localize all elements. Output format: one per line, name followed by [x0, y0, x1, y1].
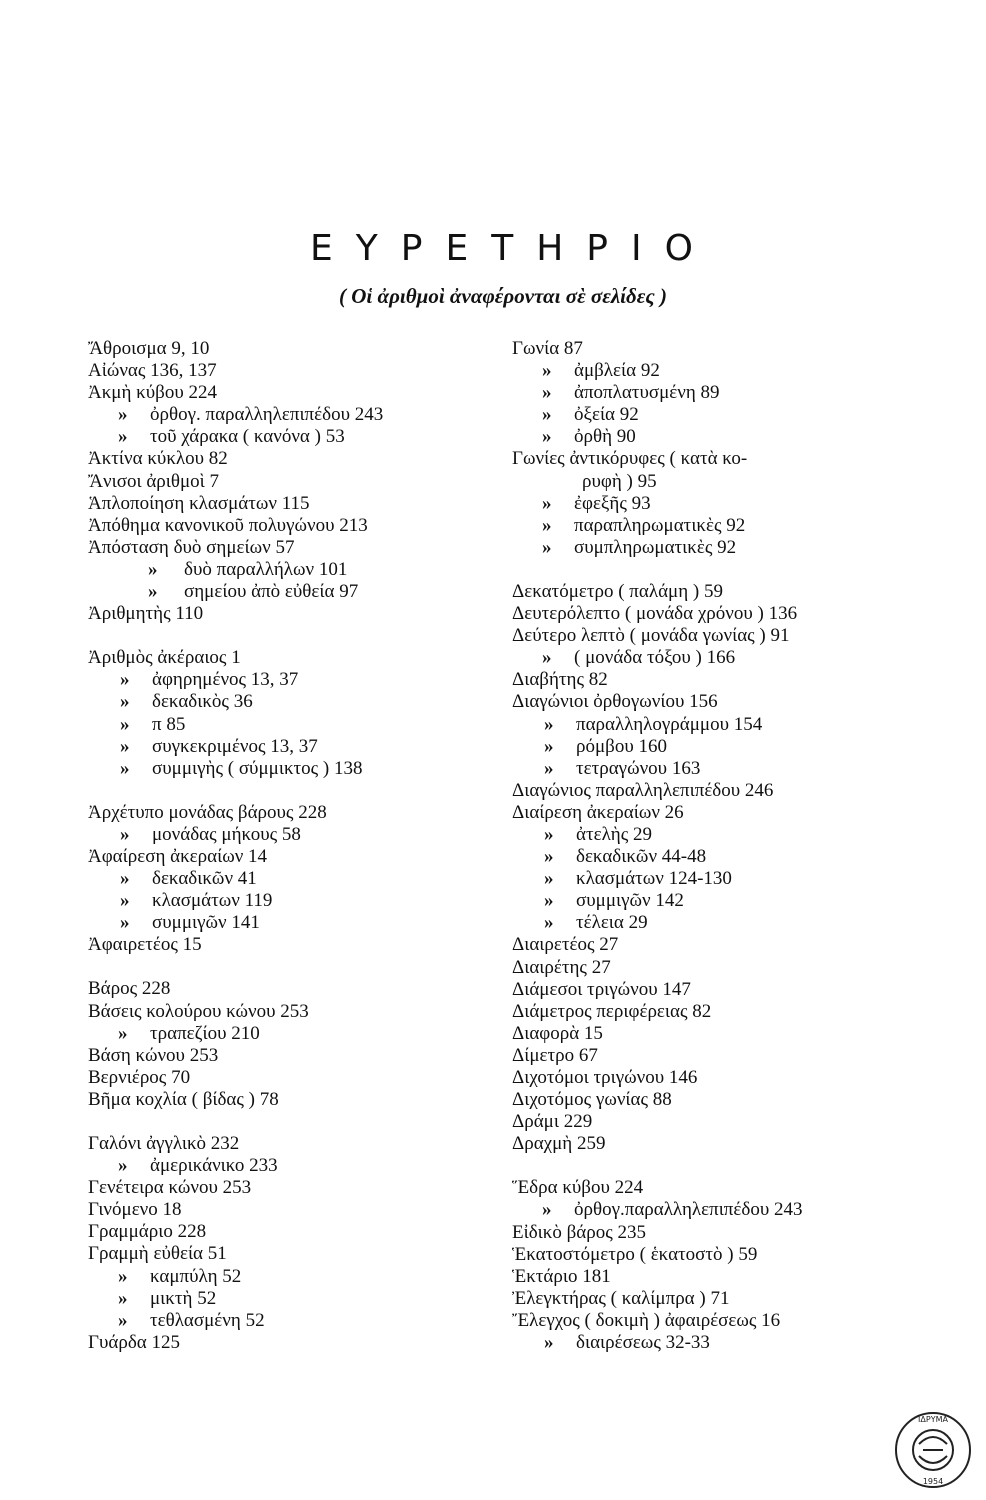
index-entry — [88, 515, 518, 537]
index-entry-text: Διαβήτης 82 — [512, 669, 608, 691]
index-entry-text: σημείου ἀπὸ εὐθεία 97 — [184, 581, 359, 603]
index-entry — [88, 1045, 518, 1067]
index-entry — [88, 382, 518, 404]
index-entry-text: ρόμβου 160 — [576, 735, 667, 757]
index-entry-text: Ἀκτίνα κύκλου 82 — [88, 448, 228, 470]
index-entry-text: Διάμετρος περιφέρειας 82 — [512, 1000, 712, 1022]
ditto-mark: » — [118, 404, 128, 426]
ditto-mark: » — [544, 757, 554, 779]
index-entry — [88, 338, 518, 360]
ditto-mark: » — [118, 1155, 128, 1177]
ditto-mark: » — [544, 868, 554, 890]
ditto-mark: » — [542, 426, 552, 448]
index-entry — [512, 382, 912, 404]
index-entry-text: ἀφηρημένος 13, 37 — [152, 669, 299, 691]
index-entry-text: Ἄνισοι ἀριθμοὶ 7 — [88, 470, 220, 492]
index-entry — [512, 912, 912, 934]
index-entry-text: Ἀριθμὸς ἀκέραιος 1 — [88, 647, 241, 669]
index-entry — [512, 603, 912, 625]
index-entry — [88, 1310, 518, 1332]
index-entry-text: ὀρθογ. παραλληλεπιπέδου 243 — [150, 404, 384, 426]
index-entry — [88, 1266, 518, 1288]
index-entry — [88, 404, 518, 426]
index-entry-text: Βερνιέρος 70 — [88, 1066, 191, 1088]
index-entry-text: Ἀριθμητὴς 110 — [88, 603, 204, 625]
index-entry — [88, 912, 518, 934]
index-entry — [512, 1244, 912, 1266]
index-entry — [88, 537, 518, 559]
ditto-mark: » — [542, 360, 552, 382]
ditto-mark: » — [120, 757, 130, 779]
index-entry — [512, 1067, 912, 1089]
index-entry — [88, 1023, 518, 1045]
index-entry — [512, 1222, 912, 1244]
index-entry — [512, 1266, 912, 1288]
index-entry — [512, 758, 912, 780]
ditto-mark: » — [120, 669, 130, 691]
ditto-mark: » — [118, 1022, 128, 1044]
index-entry-text: Διαγώνιοι ὀρθογωνίου 156 — [512, 691, 718, 713]
index-entry — [88, 714, 518, 736]
index-column-right — [512, 338, 912, 1354]
index-entry-text: τέλεια 29 — [576, 912, 648, 934]
ditto-mark: » — [544, 912, 554, 934]
index-entry — [88, 1001, 518, 1023]
index-entry — [512, 934, 912, 956]
index-entry-text: τραπεζίου 210 — [150, 1022, 260, 1044]
ditto-mark: » — [542, 536, 552, 558]
page-subtitle: ( Οἱ ἀριθμοὶ ἀναφέρονται σὲ σελίδες ) — [339, 284, 667, 308]
ditto-mark: » — [542, 1199, 552, 1221]
index-entry-text: Δραχμὴ 259 — [512, 1133, 606, 1155]
index-entry — [512, 493, 912, 515]
svg-text:1954: 1954 — [922, 1477, 944, 1486]
index-entry-text: ὀξεία 92 — [574, 404, 639, 426]
index-entry-text: μικτὴ 52 — [150, 1287, 217, 1309]
index-entry-text: Αἰώνας 136, 137 — [88, 360, 217, 382]
index-entry-text: ἀμβλεία 92 — [574, 360, 660, 382]
ditto-mark: » — [118, 1309, 128, 1331]
index-entry-text: τοῦ χάρακα ( κανόνα ) 53 — [150, 426, 345, 448]
index-entry-text: Βῆμα κοχλία ( βίδας ) 78 — [88, 1088, 279, 1110]
index-entry-text: Διαγώνιος παραλληλεπιπέδου 246 — [512, 779, 774, 801]
ditto-mark: » — [542, 492, 552, 514]
index-entry — [512, 1177, 912, 1199]
index-entry — [88, 559, 518, 581]
index-entry-text: Ἑκατοστόμετρο ( ἑκατοστὸ ) 59 — [512, 1243, 758, 1265]
index-entry — [512, 559, 912, 581]
ditto-mark: » — [544, 846, 554, 868]
index-entry-text: Εἰδικὸ βάρος 235 — [512, 1221, 646, 1243]
index-entry — [512, 1089, 912, 1111]
index-entry-text: Δεύτερο λεπτὸ ( μονάδα γωνίας ) 91 — [512, 625, 790, 647]
index-entry — [512, 1155, 912, 1177]
index-entry — [512, 890, 912, 912]
index-entry-text: Ἀρχέτυπο μονάδας βάρους 228 — [88, 801, 327, 823]
index-entry-text: Ἀκμὴ κύβου 224 — [88, 382, 217, 404]
index-entry — [88, 1243, 518, 1265]
index-entry-text: συμμιγῶν 141 — [152, 912, 260, 934]
index-entry-text: Δευτερόλεπτο ( μονάδα χρόνου ) 136 — [512, 603, 798, 625]
index-entry-text: ἐφεξῆς 93 — [574, 492, 651, 514]
index-entry-text: Ἑκτάριο 181 — [512, 1265, 611, 1287]
index-entry — [512, 714, 912, 736]
index-entry — [512, 1332, 912, 1354]
index-entry-text: Ἀφαίρεση ἀκεραίων 14 — [88, 845, 268, 867]
index-entry — [512, 868, 912, 890]
index-entry — [512, 515, 912, 537]
index-entry-text: Διαφορὰ 15 — [512, 1022, 603, 1044]
index-entry — [512, 404, 912, 426]
index-entry — [88, 868, 518, 890]
ditto-mark: » — [544, 735, 554, 757]
index-entry — [88, 647, 518, 669]
index-entry — [88, 978, 518, 1000]
index-entry — [512, 780, 912, 802]
ditto-mark: » — [544, 823, 554, 845]
ditto-mark: » — [120, 912, 130, 934]
index-entry-text: Διχοτόμος γωνίας 88 — [512, 1089, 672, 1111]
index-entry-text: καμπύλη 52 — [150, 1265, 242, 1287]
index-entry-text: δεκαδικῶν 41 — [152, 868, 257, 890]
index-entry-text: Γυάρδα 125 — [88, 1331, 180, 1353]
index-entry — [88, 890, 518, 912]
index-entry-text: συγκεκριμένος 13, 37 — [152, 735, 318, 757]
index-entry — [512, 1045, 912, 1067]
foundation-seal-icon — [893, 1410, 973, 1490]
index-entry — [88, 1332, 518, 1354]
index-entry-text: Βάρος 228 — [88, 978, 171, 1000]
index-entry — [512, 471, 912, 493]
index-entry — [512, 824, 912, 846]
index-entry — [512, 1111, 912, 1133]
index-entry-text: Γενέτειρα κώνου 253 — [88, 1177, 252, 1199]
index-entry-text: ἀτελὴς 29 — [576, 823, 652, 845]
index-entry-text: κλασμάτων 124-130 — [576, 868, 732, 890]
page-title: ΕΥΡΕΤΗΡΙΟ — [310, 228, 716, 269]
ditto-mark: » — [120, 868, 130, 890]
index-entry — [88, 824, 518, 846]
index-entry — [88, 934, 518, 956]
index-entry-text: Γωνία 87 — [512, 338, 583, 359]
index-entry-text: ὀρθογ.παραλληλεπιπέδου 243 — [574, 1199, 803, 1221]
index-entry-text: Δράμι 229 — [512, 1111, 593, 1133]
index-entry — [88, 426, 518, 448]
index-entry-text: συμμιγὴς ( σύμμικτος ) 138 — [152, 757, 363, 779]
index-entry-text: διαιρέσεως 32-33 — [576, 1332, 710, 1354]
index-entry — [88, 360, 518, 382]
ditto-mark: » — [544, 713, 554, 735]
index-entry — [512, 669, 912, 691]
index-entry — [512, 1199, 912, 1221]
index-entry — [88, 691, 518, 713]
index-entry-text: Γραμμὴ εὐθεία 51 — [88, 1243, 227, 1265]
index-entry — [512, 736, 912, 758]
index-entry-text: Βάση κώνου 253 — [88, 1044, 219, 1066]
index-entry-text: Ἀπόσταση δυὸ σημείων 57 — [88, 536, 295, 558]
index-entry-text: δυὸ παραλλήλων 101 — [184, 558, 348, 580]
ditto-mark: » — [118, 426, 128, 448]
ditto-mark: » — [118, 1265, 128, 1287]
ditto-mark: » — [542, 382, 552, 404]
index-entry-text: δεκαδικὸς 36 — [152, 691, 253, 713]
index-entry — [88, 625, 518, 647]
index-entry-text: Ἔλεγχος ( δοκιμὴ ) ἀφαιρέσεως 16 — [512, 1309, 781, 1331]
index-entry-text: Ἐλεγκτήρας ( καλίμπρα ) 71 — [512, 1287, 730, 1309]
index-entry — [88, 1155, 518, 1177]
index-entry — [512, 846, 912, 868]
index-entry — [88, 1177, 518, 1199]
ditto-mark: » — [148, 581, 158, 603]
index-entry-text: Βάσεις κολούρου κώνου 253 — [88, 1000, 309, 1022]
index-entry — [88, 758, 518, 780]
index-entry-text: κλασμάτων 119 — [152, 890, 273, 912]
ditto-mark: » — [542, 514, 552, 536]
index-entry — [88, 780, 518, 802]
index-entry — [88, 802, 518, 824]
index-entry-text: ἀμερικάνικο 233 — [150, 1155, 278, 1177]
index-entry-text: δεκαδικῶν 44-48 — [576, 846, 707, 868]
index-entry — [88, 1199, 518, 1221]
index-entry — [512, 581, 912, 603]
index-entry — [512, 338, 912, 360]
index-entry-text: Διχοτόμοι τριγώνου 146 — [512, 1067, 698, 1088]
svg-text:ΙΔΡΥΜΑ: ΙΔΡΥΜΑ — [918, 1415, 948, 1424]
ditto-mark: » — [118, 1287, 128, 1309]
index-entry — [512, 448, 912, 470]
index-entry-text: Γωνίες ἀντικόρυφες ( κατὰ κο- — [512, 448, 748, 470]
index-entry-text: Ἁπλοποίηση κλασμάτων 115 — [88, 492, 310, 514]
index-entry-text: ὀρθὴ 90 — [574, 426, 636, 448]
index-entry — [88, 846, 518, 868]
index-entry — [512, 537, 912, 559]
index-entry — [88, 1221, 518, 1243]
index-entry — [512, 1310, 912, 1332]
index-entry — [88, 581, 518, 603]
index-entry — [88, 471, 518, 493]
index-entry — [512, 957, 912, 979]
index-entry-text: Γραμμάριο 228 — [88, 1221, 207, 1243]
index-entry-text: Ἀπόθημα κανονικοῦ πολυγώνου 213 — [88, 514, 368, 536]
ditto-mark: » — [120, 713, 130, 735]
index-column-left — [88, 338, 518, 1354]
ditto-mark: » — [544, 1332, 554, 1354]
ditto-mark: » — [120, 735, 130, 757]
index-entry-text: Γινόμενο 18 — [88, 1199, 182, 1221]
index-entry-text: Δεκατόμετρο ( παλάμη ) 59 — [512, 580, 723, 602]
index-entry — [88, 669, 518, 691]
index-entry — [88, 1133, 518, 1155]
index-entry — [512, 1133, 912, 1155]
index-entry — [88, 1089, 518, 1111]
ditto-mark: » — [148, 558, 158, 580]
index-entry-text: παραλληλογράμμου 154 — [576, 713, 763, 735]
index-entry — [88, 956, 518, 978]
index-entry-text: παραπληρωματικὲς 92 — [574, 514, 746, 536]
index-entry — [88, 736, 518, 758]
index-entry-text: Διαίρεση ἀκεραίων 26 — [512, 801, 684, 823]
index-entry-text: τεθλασμένη 52 — [150, 1309, 265, 1331]
ditto-mark: » — [120, 691, 130, 713]
index-entry — [512, 1001, 912, 1023]
index-entry-text: ρυφὴ ) 95 — [582, 470, 657, 492]
index-entry-text: μονάδας μήκους 58 — [152, 823, 301, 845]
ditto-mark: » — [544, 890, 554, 912]
index-entry — [512, 625, 912, 647]
index-entry-text: συμμιγῶν 142 — [576, 890, 684, 912]
index-entry-text: π 85 — [152, 713, 186, 735]
index-entry — [88, 603, 518, 625]
ditto-mark: » — [120, 823, 130, 845]
index-entry — [512, 802, 912, 824]
index-entry — [88, 1288, 518, 1310]
index-entry — [512, 979, 912, 1001]
index-entry-text: Διάμεσοι τριγώνου 147 — [512, 978, 691, 1000]
index-entry-text: Διαιρετέος 27 — [512, 934, 619, 956]
index-entry-text: ( μονάδα τόξου ) 166 — [574, 647, 736, 669]
index-entry-text: συμπληρωματικὲς 92 — [574, 536, 737, 558]
index-entry — [88, 1067, 518, 1089]
index-entry-text: Διαιρέτης 27 — [512, 956, 611, 978]
index-entry — [512, 1023, 912, 1045]
index-entry-text: Ἀφαιρετέος 15 — [88, 934, 202, 956]
ditto-mark: » — [542, 647, 552, 669]
ditto-mark: » — [542, 404, 552, 426]
index-entry — [512, 1288, 912, 1310]
index-entry — [88, 448, 518, 470]
index-entry — [512, 360, 912, 382]
index-entry — [88, 1111, 518, 1133]
index-entry-text: Δίμετρο 67 — [512, 1044, 598, 1066]
index-entry — [512, 647, 912, 669]
index-entry-text: Γαλόνι ἀγγλικὸ 232 — [88, 1133, 240, 1154]
index-entry-text: τετραγώνου 163 — [576, 757, 701, 779]
index-entry-text: Ἄθροισμα 9, 10 — [88, 338, 210, 359]
index-entry-text: ἀποπλατυσμένη 89 — [574, 382, 720, 404]
index-entry-text: Ἕδρα κύβου 224 — [512, 1177, 644, 1199]
index-entry — [512, 691, 912, 713]
index-entry — [88, 493, 518, 515]
ditto-mark: » — [120, 890, 130, 912]
index-entry — [512, 426, 912, 448]
